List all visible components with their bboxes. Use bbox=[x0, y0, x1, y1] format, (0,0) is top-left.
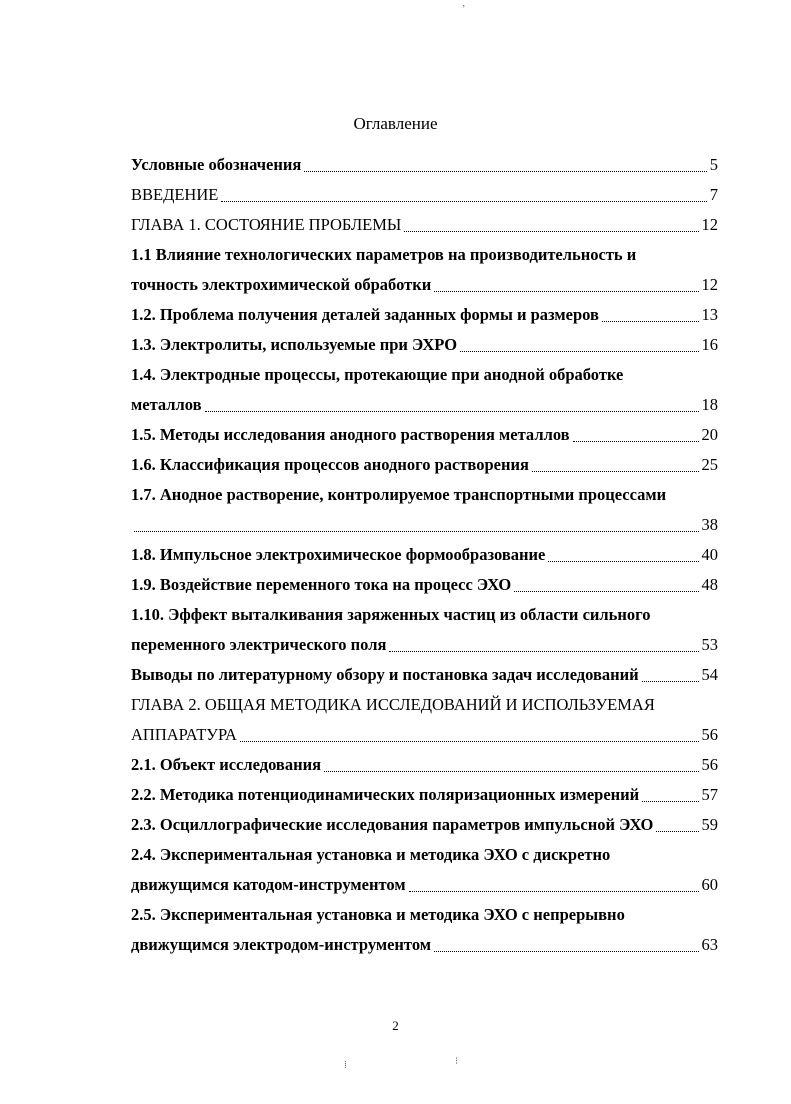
toc-entry-page: 16 bbox=[701, 335, 718, 354]
toc-entry-text: АППАРАТУРА bbox=[131, 725, 237, 744]
toc-entry-page: 53 bbox=[701, 635, 718, 654]
toc-entry-page: 12 bbox=[701, 275, 718, 294]
toc-entry-text: 1.9. Воздействие переменного тока на процесс ЭХО bbox=[131, 575, 512, 594]
toc-entry bbox=[131, 780, 718, 810]
toc-dot-leader bbox=[304, 170, 706, 172]
toc-dot-leader bbox=[434, 950, 699, 952]
toc-entry-page: 56 bbox=[701, 755, 718, 774]
toc-dot-leader bbox=[602, 320, 699, 322]
toc-entry bbox=[131, 600, 718, 630]
toc-entry-text: переменного электрического поля bbox=[131, 635, 387, 654]
toc-entry-text: 1.3. Электролиты, используемые при ЭХРО bbox=[131, 335, 458, 354]
toc-dot-leader bbox=[240, 740, 699, 742]
toc-entry-page: 40 bbox=[701, 545, 718, 564]
toc-entry-text: 1.6. Классификация процессов анодного растворения bbox=[131, 455, 529, 474]
toc-entry-text: ГЛАВА 2. ОБЩАЯ МЕТОДИКА ИССЛЕДОВАНИЙ И ИСПОЛЬЗУЕМАЯ bbox=[131, 695, 655, 714]
toc-entry-page: 12 bbox=[701, 215, 718, 234]
toc-dot-leader bbox=[642, 680, 699, 682]
page-number: 2 bbox=[392, 1018, 399, 1033]
toc-dot-leader bbox=[205, 410, 699, 412]
toc-entry bbox=[131, 540, 718, 570]
toc-dot-leader bbox=[460, 350, 698, 352]
toc-entry bbox=[131, 270, 718, 300]
toc-entry bbox=[131, 840, 718, 870]
toc-dot-leader bbox=[221, 200, 706, 202]
toc-dot-leader bbox=[573, 440, 699, 442]
toc-entry bbox=[131, 510, 718, 540]
toc-entry-page: 56 bbox=[701, 725, 718, 744]
toc-entry-text: 2.2. Методика потенциодинамических поляризационных измерений bbox=[131, 785, 640, 804]
toc-entry-text: 1.1 Влияние технологических параметров на производительность и bbox=[131, 245, 637, 264]
toc-entry-text: 2.1. Объект исследования bbox=[131, 755, 322, 774]
toc-entry-text: металлов bbox=[131, 395, 202, 414]
toc-entry-page: 25 bbox=[701, 455, 718, 474]
toc-dot-leader bbox=[548, 560, 698, 562]
toc-entry-text: точность электрохимической обработки bbox=[131, 275, 432, 294]
toc-entry-page: 20 bbox=[701, 425, 718, 444]
toc-entry bbox=[131, 750, 718, 780]
table-of-contents bbox=[131, 150, 718, 960]
scan-mark-bottom-right: ⁝ bbox=[455, 1056, 459, 1067]
toc-entry-page: 60 bbox=[701, 875, 718, 894]
toc-entry-text: движущимся электродом-инструментом bbox=[131, 935, 431, 954]
toc-entry-text: движущимся катодом-инструментом bbox=[131, 875, 406, 894]
toc-entry bbox=[131, 870, 718, 900]
toc-dot-leader bbox=[656, 830, 698, 832]
toc-entry-text: 2.5. Экспериментальная установка и методика ЭХО с непрерывно bbox=[131, 905, 625, 924]
toc-entry bbox=[131, 630, 718, 660]
toc-entry bbox=[131, 240, 718, 270]
toc-entry bbox=[131, 900, 718, 930]
toc-dot-leader bbox=[404, 230, 698, 232]
toc-entry bbox=[131, 360, 718, 390]
toc-entry-text: Условные обозначения bbox=[131, 155, 302, 174]
toc-dot-leader bbox=[409, 890, 699, 892]
toc-dot-leader bbox=[642, 800, 698, 802]
toc-entry-page: 57 bbox=[701, 785, 718, 804]
toc-entry bbox=[131, 660, 718, 690]
toc-entry-text: 1.4. Электродные процессы, протекающие при анодной обработке bbox=[131, 365, 624, 384]
toc-entry-text: 1.5. Методы исследования анодного растворения металлов bbox=[131, 425, 570, 444]
toc-entry bbox=[131, 930, 718, 960]
toc-entry-text: ГЛАВА 1. СОСТОЯНИЕ ПРОБЛЕМЫ bbox=[131, 215, 402, 234]
toc-entry-text: 2.3. Осциллографические исследования параметров импульсной ЭХО bbox=[131, 815, 654, 834]
toc-entry-text: 1.2. Проблема получения деталей заданных формы и размеров bbox=[131, 305, 599, 324]
toc-entry-page: 13 bbox=[701, 305, 718, 324]
toc-entry bbox=[131, 570, 718, 600]
toc-entry-page: 38 bbox=[701, 515, 718, 534]
toc-entry-text: 1.10. Эффект выталкивания заряженных частиц из области сильного bbox=[131, 605, 651, 624]
toc-entry bbox=[131, 720, 718, 750]
toc-entry bbox=[131, 150, 718, 180]
toc-entry-text: 2.4. Экспериментальная установка и методика ЭХО с дискретно bbox=[131, 845, 611, 864]
toc-entry-page: 59 bbox=[701, 815, 718, 834]
toc-entry bbox=[131, 210, 718, 240]
toc-entry bbox=[131, 390, 718, 420]
toc-entry bbox=[131, 420, 718, 450]
toc-dot-leader bbox=[434, 290, 698, 292]
toc-entry-text: ВВЕДЕНИЕ bbox=[131, 185, 219, 204]
toc-dot-leader bbox=[514, 590, 698, 592]
toc-entry bbox=[131, 690, 718, 720]
toc-entry-page: 48 bbox=[701, 575, 718, 594]
scan-mark-top: ʼ bbox=[462, 4, 466, 15]
toc-entry-page: 54 bbox=[701, 665, 718, 684]
toc-entry-page: 63 bbox=[701, 935, 718, 954]
toc-entry bbox=[131, 330, 718, 360]
toc-dot-leader bbox=[134, 530, 699, 532]
toc-entry bbox=[131, 810, 718, 840]
toc-dot-leader bbox=[324, 770, 698, 772]
toc-entry-text: 1.8. Импульсное электрохимическое формообразование bbox=[131, 545, 546, 564]
toc-entry-text: 1.7. Анодное растворение, контролируемое транспортными процессами bbox=[131, 485, 667, 504]
toc-entry bbox=[131, 480, 718, 510]
toc-entry-page: 5 bbox=[709, 155, 718, 174]
toc-dot-leader bbox=[532, 470, 699, 472]
toc-entry bbox=[131, 180, 718, 210]
toc-entry-page: 7 bbox=[709, 185, 718, 204]
toc-dot-leader bbox=[389, 650, 698, 652]
toc-entry bbox=[131, 300, 718, 330]
toc-entry bbox=[131, 450, 718, 480]
scan-mark-bottom-left: ⁞ bbox=[344, 1060, 347, 1071]
page-title: Оглавление bbox=[353, 114, 438, 133]
toc-entry-text: Выводы по литературному обзору и постановка задач исследований bbox=[131, 665, 639, 684]
toc-entry-page: 18 bbox=[701, 395, 718, 414]
